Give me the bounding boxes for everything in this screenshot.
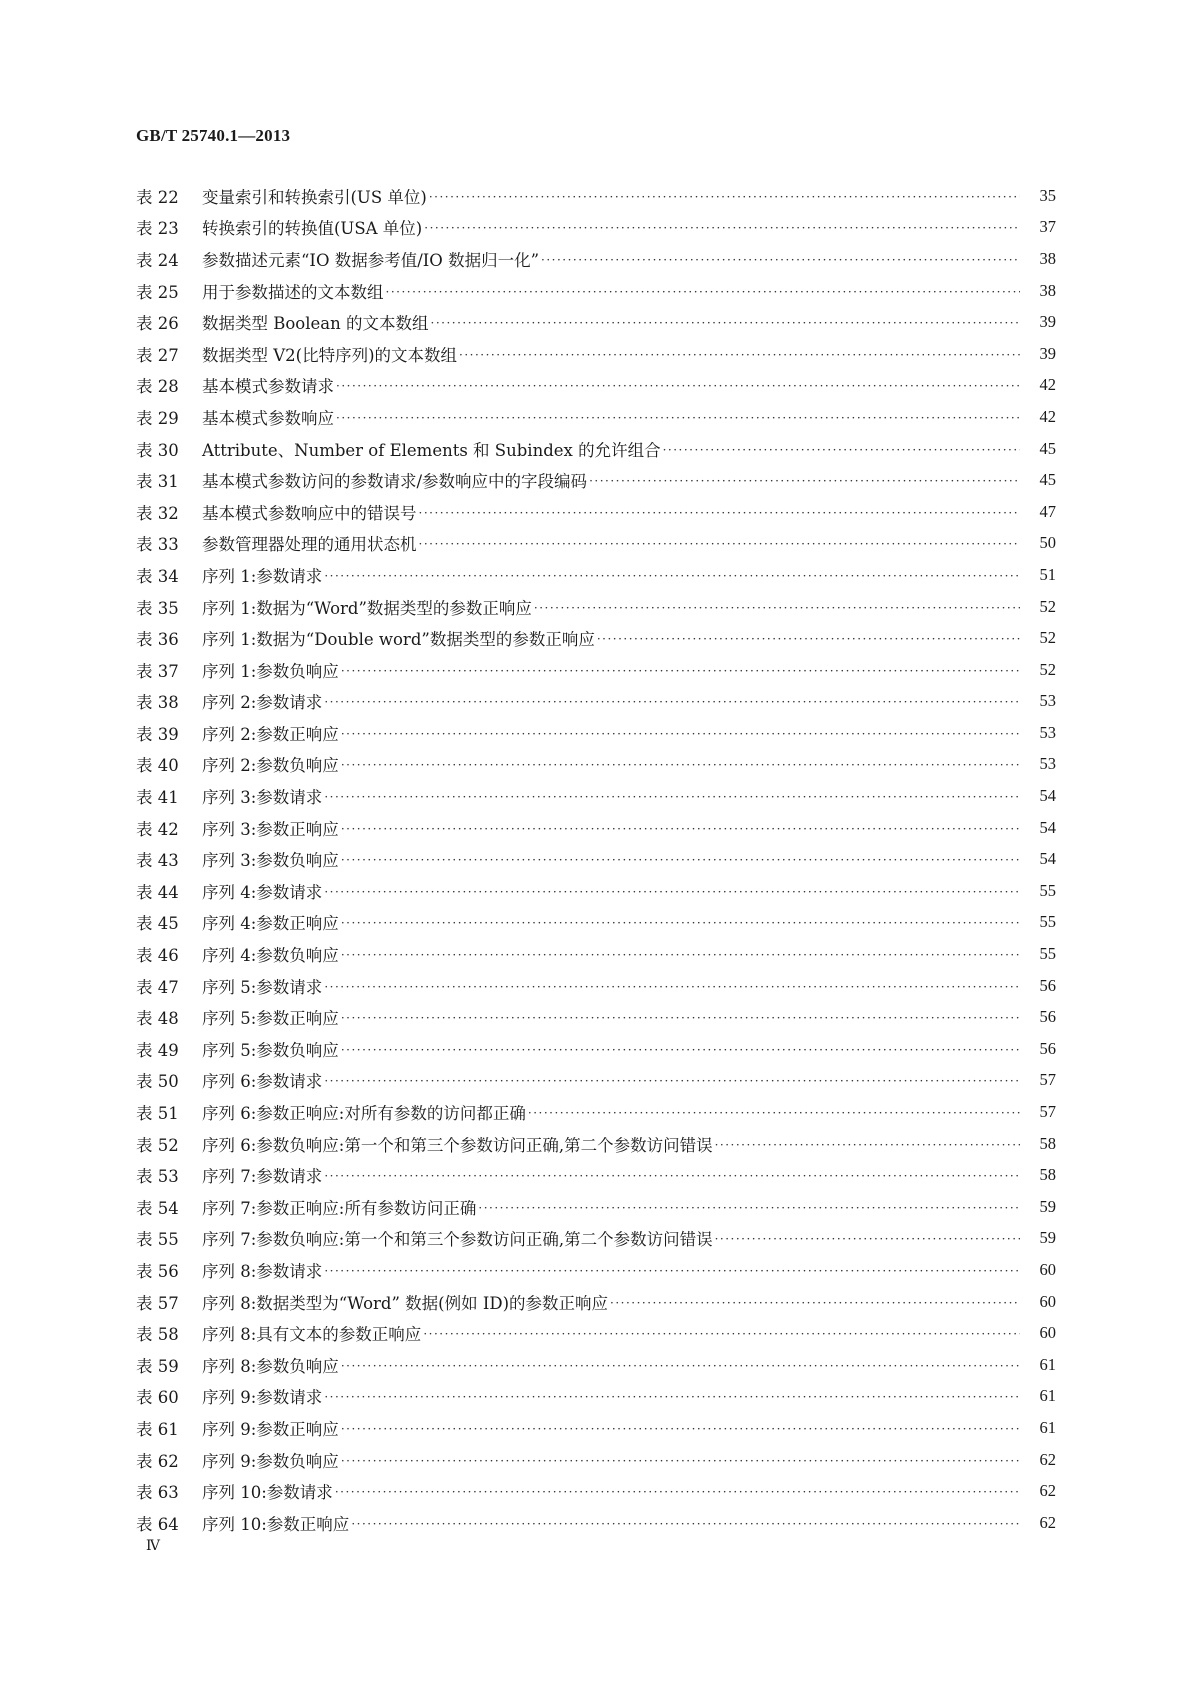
toc-entry-page: 61 <box>1039 1386 1056 1406</box>
toc-entry-title: 序列 1:参数请求 <box>202 566 323 586</box>
toc-entry-number: 表 25 <box>136 282 179 302</box>
dot-leader <box>341 1041 1020 1057</box>
dot-leader <box>351 1515 1020 1531</box>
toc-entry-title: 基本模式参数响应 <box>202 408 334 428</box>
dot-leader <box>419 535 1021 551</box>
toc-entry-title: 序列 8:参数请求 <box>202 1261 323 1281</box>
toc-entry[interactable] <box>136 464 1056 496</box>
toc-entry-number: 表 50 <box>136 1072 179 1092</box>
toc-entry[interactable] <box>136 212 1056 244</box>
toc-entry-page: 60 <box>1039 1291 1056 1311</box>
toc-entry-number: 表 39 <box>136 724 179 744</box>
toc-entry-page: 45 <box>1039 470 1056 490</box>
toc-entry-number: 表 56 <box>136 1261 179 1281</box>
toc-entry[interactable] <box>136 496 1056 528</box>
toc-entry[interactable] <box>136 433 1056 465</box>
dot-leader <box>341 1452 1020 1468</box>
toc-entry-number: 表 58 <box>136 1325 179 1345</box>
toc-entry[interactable] <box>136 1507 1056 1539</box>
toc-entry-page: 59 <box>1039 1196 1056 1216</box>
page-number: Ⅳ <box>146 1539 160 1554</box>
toc-entry-title: 数据类型 Boolean 的文本数组 <box>202 314 429 334</box>
dot-leader <box>341 662 1020 678</box>
toc-entry-number: 表 34 <box>136 566 179 586</box>
dot-leader <box>597 630 1020 646</box>
toc-entry-title: 序列 1:数据为“Double word”数据类型的参数正响应 <box>202 630 595 650</box>
toc-entry-page: 37 <box>1039 217 1056 237</box>
toc-entry-number: 表 44 <box>136 882 179 902</box>
toc-entry[interactable] <box>136 1096 1056 1128</box>
toc-entry[interactable] <box>136 907 1056 939</box>
toc-entry-page: 57 <box>1039 1102 1056 1122</box>
toc-entry-title: 序列 5:参数请求 <box>202 977 323 997</box>
toc-entry-page: 39 <box>1039 343 1056 363</box>
toc-entry-page: 52 <box>1039 628 1056 648</box>
dot-leader <box>341 1420 1020 1436</box>
toc-entry-page: 53 <box>1039 754 1056 774</box>
toc-entry[interactable] <box>136 686 1056 718</box>
dot-leader <box>663 441 1020 457</box>
toc-entry[interactable] <box>136 1286 1056 1318</box>
dot-leader <box>715 1136 1020 1152</box>
dot-leader <box>341 725 1020 741</box>
dot-leader <box>324 978 1020 994</box>
toc-entry-title: 序列 8:具有文本的参数正响应 <box>202 1325 422 1345</box>
toc-entry-page: 38 <box>1039 248 1056 268</box>
dot-leader <box>424 219 1020 235</box>
dot-leader <box>341 851 1020 867</box>
toc-entry-page: 45 <box>1039 438 1056 458</box>
toc-entry-page: 42 <box>1039 375 1056 395</box>
toc-entry-number: 表 29 <box>136 408 179 428</box>
dot-leader <box>335 1483 1020 1499</box>
dot-leader <box>341 946 1020 962</box>
toc-entry[interactable] <box>136 749 1056 781</box>
toc-entry-title: 变量索引和转换索引(US 单位) <box>202 187 427 207</box>
toc-entry-title: 转换索引的转换值(USA 单位) <box>202 219 423 239</box>
toc-entry[interactable] <box>136 528 1056 560</box>
dot-leader <box>610 1294 1020 1310</box>
dot-leader <box>324 788 1020 804</box>
dot-leader <box>324 1388 1020 1404</box>
toc-entry-page: 54 <box>1039 849 1056 869</box>
toc-entry-page: 55 <box>1039 880 1056 900</box>
dot-leader <box>541 251 1020 267</box>
toc-entry-number: 表 52 <box>136 1135 179 1155</box>
toc-entry-page: 52 <box>1039 596 1056 616</box>
toc-entry[interactable] <box>136 717 1056 749</box>
toc-entry-title: Attribute、Number of Elements 和 Subindex 的允许组合 <box>202 440 661 460</box>
dot-leader <box>324 1262 1020 1278</box>
toc-entry[interactable] <box>136 1159 1056 1191</box>
toc-entry-number: 表 32 <box>136 503 179 523</box>
dot-leader <box>431 314 1021 330</box>
toc-entry[interactable] <box>136 370 1056 402</box>
toc-entry-number: 表 57 <box>136 1293 179 1313</box>
toc-entry-page: 56 <box>1039 1007 1056 1027</box>
toc-entry-title: 序列 3:参数负响应 <box>202 851 339 871</box>
toc-entry-title: 序列 7:参数正响应:所有参数访问正确 <box>202 1198 477 1218</box>
dot-leader <box>341 914 1020 930</box>
toc-entry[interactable] <box>136 875 1056 907</box>
toc-entry[interactable] <box>136 1412 1056 1444</box>
toc-entry-title: 序列 3:参数正响应 <box>202 819 339 839</box>
toc-entry-number: 表 22 <box>136 187 179 207</box>
dot-leader <box>459 346 1020 362</box>
toc-entry-title: 序列 10:参数请求 <box>202 1483 333 1503</box>
toc-entry-page: 56 <box>1039 1038 1056 1058</box>
toc-entry-page: 52 <box>1039 659 1056 679</box>
toc-entry-number: 表 28 <box>136 377 179 397</box>
toc-entry-number: 表 55 <box>136 1230 179 1250</box>
toc-entry-page: 35 <box>1039 185 1056 205</box>
toc-entry-title: 序列 1:参数负响应 <box>202 661 339 681</box>
toc-entry-number: 表 38 <box>136 693 179 713</box>
toc-entry-title: 序列 4:参数正响应 <box>202 914 339 934</box>
toc-entry-title: 参数描述元素“IO 数据参考值/IO 数据归一化” <box>202 250 540 270</box>
toc-entry-page: 38 <box>1039 280 1056 300</box>
toc-entry[interactable] <box>136 1191 1056 1223</box>
toc-entry-page: 58 <box>1039 1165 1056 1185</box>
toc-entry-page: 51 <box>1039 564 1056 584</box>
toc-entry-number: 表 59 <box>136 1356 179 1376</box>
dot-leader <box>336 377 1020 393</box>
toc-entry-number: 表 60 <box>136 1388 179 1408</box>
toc-entry[interactable] <box>136 1254 1056 1286</box>
dot-leader <box>341 1357 1020 1373</box>
toc-entry-number: 表 42 <box>136 819 179 839</box>
toc-entry-number: 表 61 <box>136 1419 179 1439</box>
toc-entry-page: 59 <box>1039 1228 1056 1248</box>
toc-entry[interactable] <box>136 1128 1056 1160</box>
toc-entry-page: 61 <box>1039 1354 1056 1374</box>
toc-entry-number: 表 48 <box>136 1009 179 1029</box>
toc-entry[interactable] <box>136 843 1056 875</box>
toc-entry-number: 表 27 <box>136 345 179 365</box>
toc-entry-title: 序列 7:参数请求 <box>202 1167 323 1187</box>
toc-entry-page: 50 <box>1039 533 1056 553</box>
toc-entry-page: 56 <box>1039 975 1056 995</box>
toc-entry-page: 60 <box>1039 1259 1056 1279</box>
toc-entry[interactable] <box>136 1349 1056 1381</box>
toc-entry-title: 序列 8:数据类型为“Word” 数据(例如 ID)的参数正响应 <box>202 1293 609 1313</box>
toc-entry-title: 序列 6:参数正响应:对所有参数的访问都正确 <box>202 1104 526 1124</box>
toc-entry-title: 序列 6:参数请求 <box>202 1072 323 1092</box>
toc-entry[interactable] <box>136 1223 1056 1255</box>
toc-entry-page: 42 <box>1039 406 1056 426</box>
toc-entry[interactable] <box>136 306 1056 338</box>
toc-entry-page: 53 <box>1039 722 1056 742</box>
toc-entry-title: 基本模式参数访问的参数请求/参数响应中的字段编码 <box>202 472 588 492</box>
toc-entry-title: 序列 8:参数负响应 <box>202 1356 339 1376</box>
toc-entry-number: 表 37 <box>136 661 179 681</box>
toc-entry-number: 表 53 <box>136 1167 179 1187</box>
toc-entry[interactable] <box>136 1065 1056 1097</box>
dot-leader <box>324 883 1020 899</box>
toc-entry-number: 表 62 <box>136 1451 179 1471</box>
dot-leader <box>341 756 1020 772</box>
dot-leader <box>589 472 1020 488</box>
toc-entry-page: 60 <box>1039 1323 1056 1343</box>
toc-entry-title: 序列 9:参数正响应 <box>202 1419 339 1439</box>
dot-leader <box>324 567 1020 583</box>
toc-entry-page: 55 <box>1039 912 1056 932</box>
toc-entry-title: 序列 4:参数请求 <box>202 882 323 902</box>
toc-entry-page: 53 <box>1039 691 1056 711</box>
toc-entry-number: 表 24 <box>136 250 179 270</box>
toc-entry[interactable] <box>136 1033 1056 1065</box>
toc-entry-title: 序列 4:参数负响应 <box>202 946 339 966</box>
toc-entry-title: 序列 5:参数负响应 <box>202 1040 339 1060</box>
toc-entry-page: 57 <box>1039 1070 1056 1090</box>
toc-entry-number: 表 45 <box>136 914 179 934</box>
toc-entry[interactable] <box>136 559 1056 591</box>
toc-entry-number: 表 33 <box>136 535 179 555</box>
toc-entry-page: 61 <box>1039 1417 1056 1437</box>
dot-leader <box>324 1167 1020 1183</box>
toc-entry-number: 表 36 <box>136 630 179 650</box>
toc-entry[interactable] <box>136 591 1056 623</box>
toc-entry[interactable] <box>136 970 1056 1002</box>
toc-entry-number: 表 40 <box>136 756 179 776</box>
toc-entry-number: 表 47 <box>136 977 179 997</box>
toc-entry-title: 基本模式参数请求 <box>202 377 334 397</box>
table-list <box>136 180 1056 1539</box>
toc-entry-page: 55 <box>1039 944 1056 964</box>
toc-entry[interactable] <box>136 1317 1056 1349</box>
toc-entry[interactable] <box>136 938 1056 970</box>
toc-entry-title: 基本模式参数响应中的错误号 <box>202 503 417 523</box>
toc-entry[interactable] <box>136 275 1056 307</box>
document-header: GB/T 25740.1—2013 <box>136 126 291 145</box>
toc-entry-number: 表 63 <box>136 1483 179 1503</box>
toc-entry-title: 序列 9:参数请求 <box>202 1388 323 1408</box>
toc-entry-page: 62 <box>1039 1512 1056 1532</box>
toc-entry-title: 序列 1:数据为“Word”数据类型的参数正响应 <box>202 598 532 618</box>
toc-entry[interactable] <box>136 1475 1056 1507</box>
dot-leader <box>423 1325 1020 1341</box>
toc-entry-number: 表 49 <box>136 1040 179 1060</box>
toc-entry-title: 序列 10:参数正响应 <box>202 1514 350 1534</box>
dot-leader <box>478 1199 1020 1215</box>
toc-entry-number: 表 51 <box>136 1104 179 1124</box>
toc-entry-page: 54 <box>1039 786 1056 806</box>
toc-entry[interactable] <box>136 1444 1056 1476</box>
dot-leader <box>528 1104 1020 1120</box>
dot-leader <box>419 504 1021 520</box>
toc-entry[interactable] <box>136 243 1056 275</box>
toc-entry-title: 序列 7:参数负响应:第一个和第三个参数访问正确,第二个参数访问错误 <box>202 1230 713 1250</box>
dot-leader <box>336 409 1020 425</box>
toc-entry[interactable] <box>136 622 1056 654</box>
toc-entry-number: 表 23 <box>136 219 179 239</box>
dot-leader <box>341 820 1020 836</box>
toc-entry-number: 表 41 <box>136 788 179 808</box>
toc-entry-title: 序列 2:参数负响应 <box>202 756 339 776</box>
toc-entry-number: 表 30 <box>136 440 179 460</box>
toc-entry[interactable] <box>136 1381 1056 1413</box>
toc-entry-number: 表 26 <box>136 314 179 334</box>
toc-entry-page: 54 <box>1039 817 1056 837</box>
toc-entry-title: 数据类型 V2(比特序列)的文本数组 <box>202 345 458 365</box>
toc-entry-title: 序列 5:参数正响应 <box>202 1009 339 1029</box>
toc-entry[interactable] <box>136 780 1056 812</box>
toc-entry-title: 用于参数描述的文本数组 <box>202 282 384 302</box>
dot-leader <box>715 1230 1020 1246</box>
toc-entry-page: 58 <box>1039 1133 1056 1153</box>
toc-entry-page: 62 <box>1039 1481 1056 1501</box>
toc-entry-page: 39 <box>1039 312 1056 332</box>
toc-entry-number: 表 31 <box>136 472 179 492</box>
toc-entry-number: 表 64 <box>136 1514 179 1534</box>
dot-leader <box>324 1072 1020 1088</box>
toc-entry-page: 62 <box>1039 1449 1056 1469</box>
dot-leader <box>386 283 1021 299</box>
toc-entry-title: 序列 9:参数负响应 <box>202 1451 339 1471</box>
toc-entry-title: 参数管理器处理的通用状态机 <box>202 535 417 555</box>
toc-entry-page: 47 <box>1039 501 1056 521</box>
toc-entry-number: 表 54 <box>136 1198 179 1218</box>
toc-entry[interactable] <box>136 180 1056 212</box>
dot-leader <box>429 188 1020 204</box>
dot-leader <box>534 599 1020 615</box>
toc-entry[interactable] <box>136 812 1056 844</box>
toc-entry[interactable] <box>136 401 1056 433</box>
toc-entry[interactable] <box>136 338 1056 370</box>
toc-entry[interactable] <box>136 654 1056 686</box>
toc-entry-number: 表 35 <box>136 598 179 618</box>
toc-entry-number: 表 46 <box>136 946 179 966</box>
toc-entry-title: 序列 2:参数正响应 <box>202 724 339 744</box>
toc-entry-title: 序列 6:参数负响应:第一个和第三个参数访问正确,第二个参数访问错误 <box>202 1135 713 1155</box>
toc-entry[interactable] <box>136 1001 1056 1033</box>
dot-leader <box>341 1009 1020 1025</box>
dot-leader <box>324 693 1020 709</box>
toc-entry-title: 序列 2:参数请求 <box>202 693 323 713</box>
toc-entry-title: 序列 3:参数请求 <box>202 788 323 808</box>
toc-entry-number: 表 43 <box>136 851 179 871</box>
